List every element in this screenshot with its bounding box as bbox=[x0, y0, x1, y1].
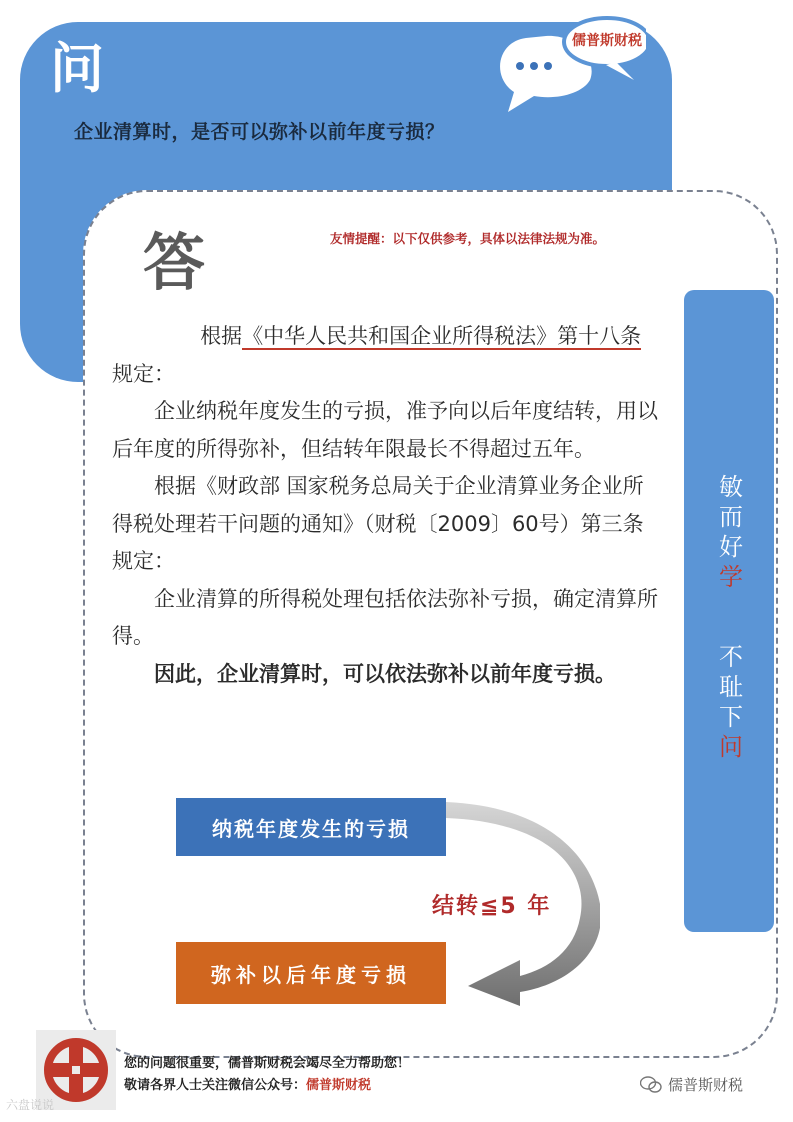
law-prefix: 根据 bbox=[200, 324, 243, 348]
wechat-name: 儒普斯财税 bbox=[668, 1076, 744, 1094]
motto-char: 下 bbox=[719, 703, 743, 731]
motto-phrase-2 bbox=[716, 642, 746, 762]
speech-bubble-icon bbox=[486, 8, 646, 118]
paragraph-loss-carryforward: 企业纳税年度发生的亏损，准予向以后年度结转，用以后年度的所得弥补，但结转年限最长不得超过五年。 bbox=[112, 399, 658, 461]
watermark: 六盘说说 bbox=[6, 1098, 55, 1112]
answer-body bbox=[112, 318, 660, 693]
footer-promise: 您的问题很重要，儒普斯财税会竭尽全力帮助您！ bbox=[124, 1056, 411, 1071]
question-text: 企业清算时，是否可以弥补以前年度亏损？ bbox=[74, 121, 445, 143]
paragraph-conclusion: 因此，企业清算时，可以依法弥补以前年度亏损。 bbox=[154, 661, 616, 686]
motto-char-highlight: 问 bbox=[719, 733, 743, 761]
law-title: 《中华人民共和国企业所得税法》第十八条 bbox=[242, 324, 642, 348]
motto-char: 好 bbox=[719, 533, 743, 561]
paragraph-liquidation-rule: 企业清算的所得税处理包括依法弥补亏损，确定清算所得。 bbox=[112, 586, 658, 648]
motto-sidebar bbox=[684, 290, 774, 932]
footer-follow bbox=[124, 1074, 371, 1093]
flow-carry-label: 结转≦5 年 bbox=[432, 894, 552, 919]
motto-char: 耻 bbox=[719, 673, 743, 701]
paragraph-law-reference bbox=[112, 318, 660, 393]
answer-heading: 答 bbox=[143, 226, 206, 299]
law-suffix: 规定： bbox=[112, 361, 175, 386]
motto-char: 而 bbox=[719, 503, 743, 531]
follow-prefix: 敬请各界人士关注微信公众号： bbox=[124, 1078, 307, 1093]
reminder-note: 友情提醒：以下仅供参考，具体以法律法规为准。 bbox=[330, 231, 606, 246]
flow-box-loss: 纳税年度发生的亏损 bbox=[176, 798, 446, 856]
wechat-icon bbox=[640, 1076, 662, 1094]
question-heading: 问 bbox=[50, 37, 104, 100]
paragraph-notice-reference: 根据《财政部 国家税务总局关于企业清算业务企业所得税处理若干问题的通知》（财税〔2009〕60号）第三条规定： bbox=[112, 474, 644, 573]
motto-char: 不 bbox=[719, 643, 743, 671]
motto-phrase-1 bbox=[716, 472, 746, 592]
brand-bubble-label: 儒普斯财税 bbox=[572, 33, 642, 49]
wechat-account-name: 儒普斯财税 bbox=[306, 1078, 372, 1093]
wechat-tag bbox=[640, 1074, 743, 1095]
motto-char-highlight: 学 bbox=[719, 563, 743, 591]
flow-box-offset: 弥补以后年度亏损 bbox=[176, 942, 446, 1004]
motto-char: 敏 bbox=[719, 473, 743, 501]
